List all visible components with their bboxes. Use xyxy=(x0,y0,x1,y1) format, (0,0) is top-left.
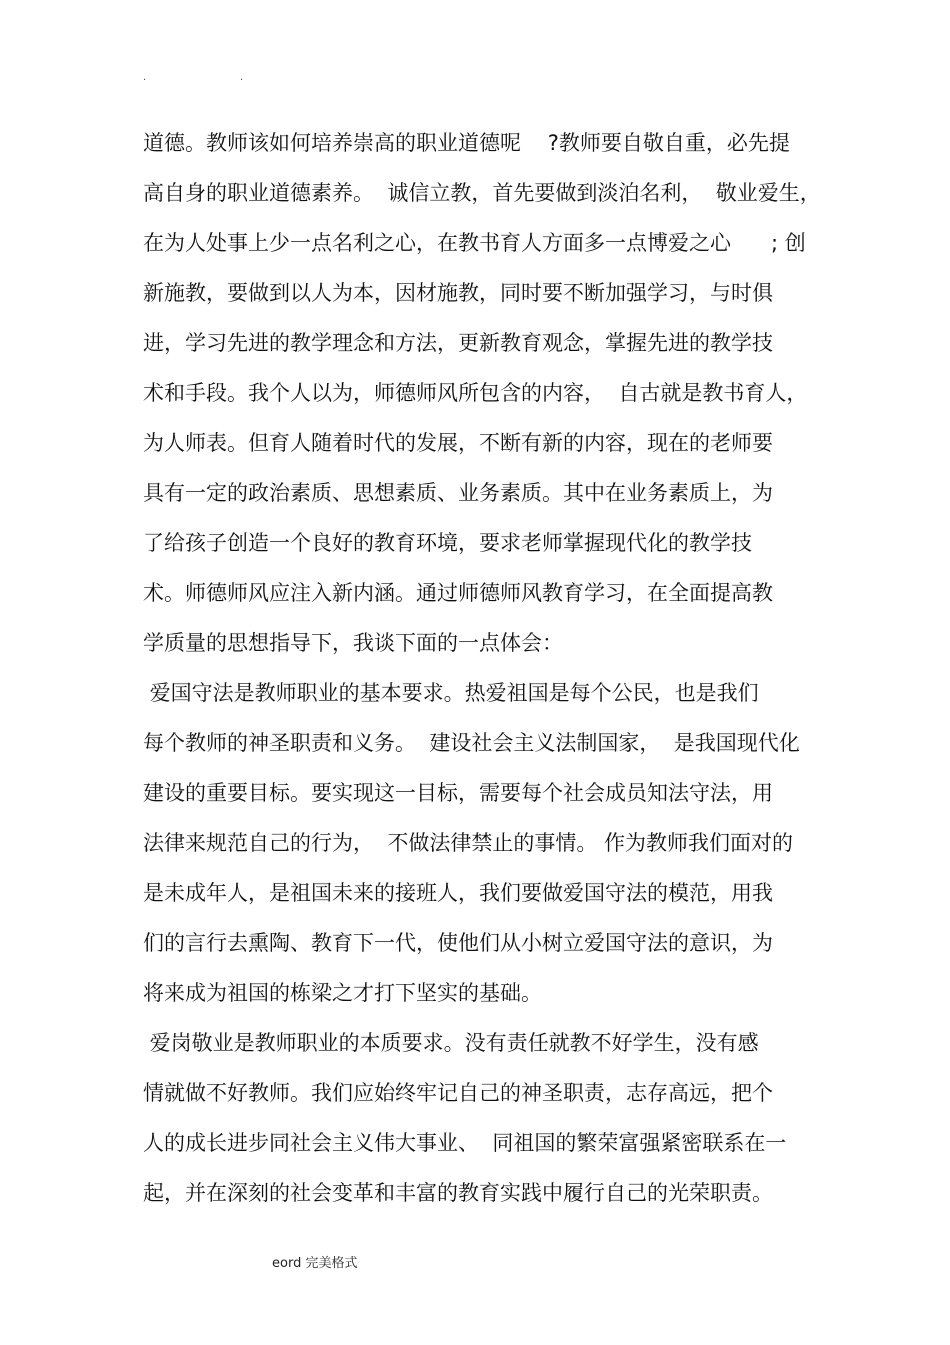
body-line: 学质量的思想指导下，我谈下面的一点体会： xyxy=(143,631,563,655)
body-line: 了给孩子创造一个良好的教育环境，要求老师掌握现代化的教学技 xyxy=(143,531,752,555)
body-line: 术。师德师风应注入新内涵。通过师德师风教育学习，在全面提高教 xyxy=(143,581,773,605)
body-line: 道德。教师该如何培养崇高的职业道德呢 ?教师要自敬自重，必先提 xyxy=(143,131,790,155)
body-line: 为人师表。但育人随着时代的发展，不断有新的内容，现在的老师要 xyxy=(143,431,773,455)
body-line: 新施教，要做到以人为本，因材施教，同时要不断加强学习，与时俱 xyxy=(143,281,773,305)
body-line: 建设的重要目标。要实现这一目标，需要每个社会成员知法守法，用 xyxy=(143,781,773,805)
body-line: 们的言行去熏陶、教育下一代，使他们从小树立爱国守法的意识，为 xyxy=(143,931,773,955)
body-line: 在为人处事上少一点名利之心，在教书育人方面多一点博爱之心 ; 创 xyxy=(143,231,806,255)
body-line: 术和手段。我个人以为，师德师风所包含的内容， 自古就是教书育人， xyxy=(143,381,808,405)
body-line: 是未成年人，是祖国未来的接班人，我们要做爱国守法的模范，用我 xyxy=(143,881,773,905)
body-line: 具有一定的政治素质、思想素质、业务素质。其中在业务素质上，为 xyxy=(143,481,773,505)
body-line: 爱岗敬业是教师职业的本质要求。没有责任就教不好学生，没有感 xyxy=(143,1031,759,1055)
body-line: 法律来规范自己的行为， 不做法律禁止的事情。 作为教师我们面对的 xyxy=(143,831,794,855)
body-line: 每个教师的神圣职责和义务。 建设社会主义法制国家， 是我国现代化 xyxy=(143,731,800,755)
body-line: 高自身的职业道德素养。 诚信立教，首先要做到淡泊名利， 敬业爱生， xyxy=(143,181,821,205)
page-footer: eord 完美格式 xyxy=(272,1256,358,1271)
body-line: 将来成为祖国的栋梁之才打下坚实的基础。 xyxy=(143,981,542,1005)
body-line: 起，并在深刻的社会变革和丰富的教育实践中履行自己的光荣职责。 xyxy=(143,1181,773,1205)
header-dot-left: . xyxy=(143,72,147,83)
body-line: 进，学习先进的教学理念和方法，更新教育观念，掌握先进的教学技 xyxy=(143,331,773,355)
header-dot-right: . xyxy=(240,72,244,83)
body-line: 情就做不好教师。我们应始终牢记自己的神圣职责，志存高远，把个 xyxy=(143,1081,773,1105)
body-line: 爱国守法是教师职业的基本要求。热爱祖国是每个公民，也是我们 xyxy=(143,681,759,705)
body-line: 人的成长进步同社会主义伟大事业、 同祖国的繁荣富强紧密联系在一 xyxy=(143,1131,787,1155)
